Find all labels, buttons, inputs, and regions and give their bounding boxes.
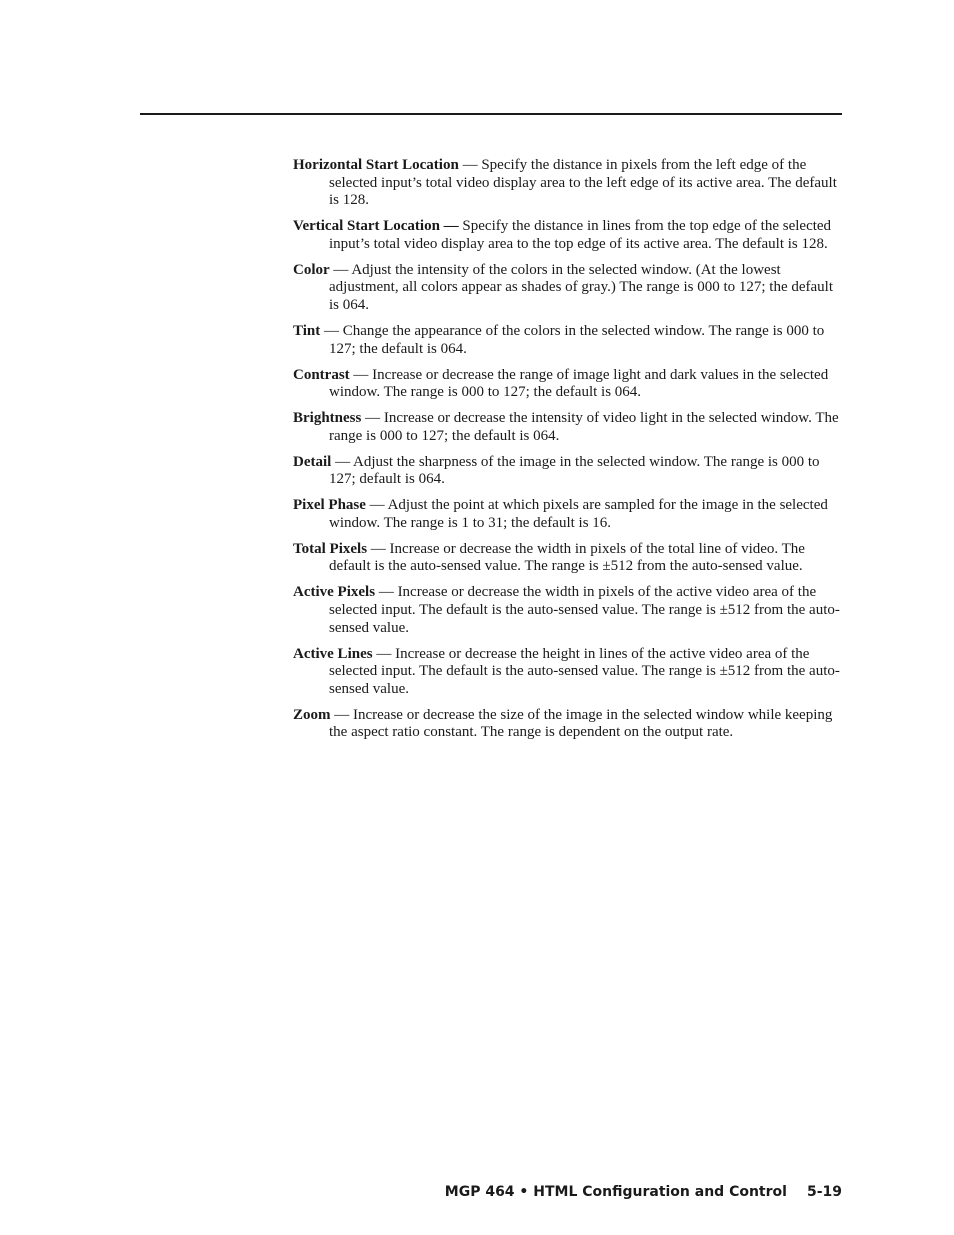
- page-footer: [445, 1184, 842, 1200]
- entry-term: Active Lines: [293, 645, 373, 662]
- entry-term: Horizontal Start Location: [293, 157, 459, 173]
- entry-text: Specify the distance in lines from the top edge of the selected input’s total video display area to the top edge of its active area. The default is 128.: [329, 218, 832, 252]
- entry-term: Active Pixels: [293, 584, 376, 601]
- entry-active-lines: [293, 646, 843, 699]
- entry-text: — Increase or decrease the width in pixels of the active video area of the selected input. The default is the auto-sensed value. The range is ±512 from the auto-sensed value.: [329, 584, 840, 636]
- entry-text: — Adjust the point at which pixels are sampled for the image in the selected window. The range is 1 to 31; the default is 16.: [329, 497, 828, 531]
- entry-text: — Increase or decrease the intensity of video light in the selected window. The range is 000 to 127; the default is 064.: [329, 410, 839, 444]
- entry-detail: [293, 454, 843, 489]
- entry-term: Total Pixels: [293, 540, 368, 557]
- entry-text: — Increase or decrease the height in lines of the active video area of the selected input. The default is the auto-sensed value. The range is ±512 from the auto-sensed value.: [329, 645, 840, 697]
- entry-term: Brightness: [293, 410, 362, 427]
- entry-total-pixels: [293, 541, 843, 576]
- entry-text: — Specify the distance in pixels from the left edge of the selected input’s total video display area to the left edge of its active area. The default is 128.: [329, 157, 837, 209]
- entry-text: — Adjust the intensity of the colors in the selected window. (At the lowest adjustment, all colors appear as shades of gray.) The range is 000 to 127; the default is 064.: [329, 261, 834, 313]
- entry-term: Contrast: [293, 366, 350, 383]
- entry-term: Detail: [293, 453, 332, 470]
- entry-tint: [293, 323, 843, 358]
- entry-color: [293, 262, 843, 315]
- page-number: 5-19: [806, 1184, 842, 1200]
- entry-pixel-phase: [293, 497, 843, 532]
- entry-term: Zoom: [293, 706, 331, 723]
- entry-text: — Increase or decrease the size of the image in the selected window while keeping the aspect ratio constant. The range is dependent on the output rate.: [329, 706, 833, 741]
- definition-list: [293, 157, 843, 750]
- entry-text: — Adjust the sharpness of the image in the selected window. The range is 000 to 127; default is 064.: [329, 453, 820, 488]
- entry-vertical-start-location: [293, 218, 843, 253]
- entry-term: Pixel Phase: [293, 497, 366, 514]
- entry-zoom: [293, 707, 843, 742]
- entry-term: Color: [293, 261, 330, 278]
- entry-horizontal-start-location: [293, 157, 843, 210]
- entry-active-pixels: [293, 584, 843, 637]
- entry-contrast: [293, 367, 843, 402]
- entry-text: — Increase or decrease the range of image light and dark values in the selected window. The range is 000 to 127; the default is 064.: [329, 366, 829, 401]
- entry-term: Tint: [293, 322, 321, 339]
- footer-title: MGP 464 • HTML Configuration and Control: [444, 1184, 787, 1200]
- entry-term: Vertical Start Location —: [293, 218, 459, 235]
- header-rule: [140, 113, 842, 115]
- entry-text: — Change the appearance of the colors in the selected window. The range is 000 to 127; the default is 064.: [320, 322, 825, 357]
- entry-brightness: [293, 410, 843, 445]
- entry-text: — Increase or decrease the width in pixels of the total line of video. The default is the auto-sensed value. The range is ±512 from the auto-sensed value.: [329, 540, 805, 575]
